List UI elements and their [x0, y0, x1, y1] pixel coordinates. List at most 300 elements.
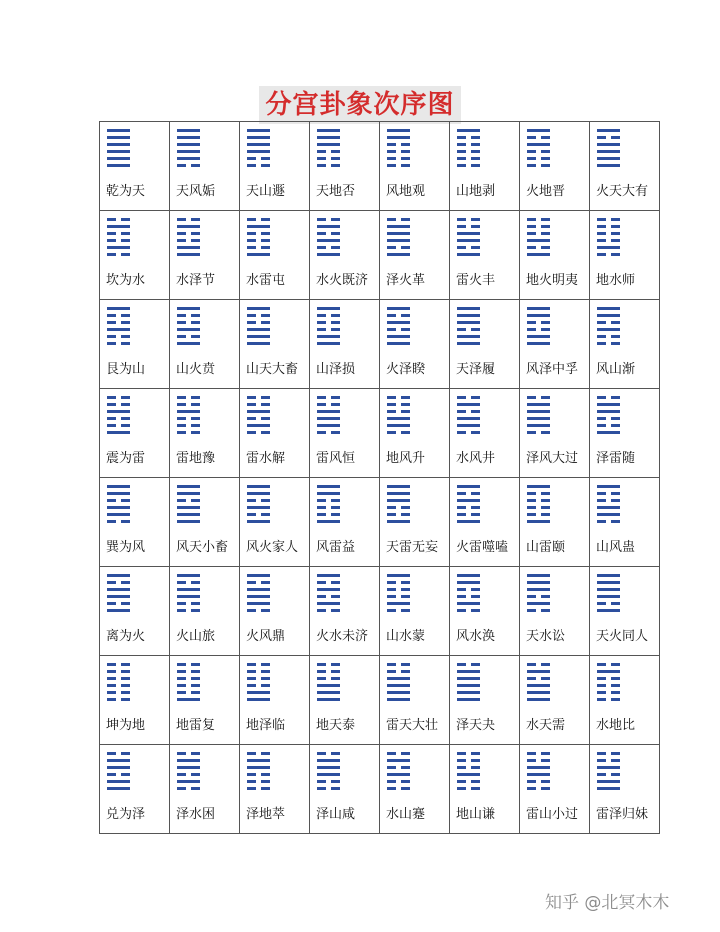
yang-line	[527, 424, 550, 427]
yin-line	[317, 403, 340, 406]
yin-line	[387, 143, 410, 146]
hexagram-symbol	[387, 307, 410, 345]
hexagram-cell	[170, 745, 240, 834]
yang-line	[107, 328, 130, 331]
hexagram-name: 泽雷随	[596, 451, 636, 466]
hexagram-symbol	[387, 485, 410, 523]
hexagram-name: 艮为山	[106, 362, 146, 377]
hexagram-name: 火风鼎	[246, 629, 286, 644]
yin-line	[247, 581, 270, 584]
yin-line	[107, 218, 130, 221]
hexagram-name: 泽火革	[386, 273, 426, 288]
hexagram-cell	[100, 122, 170, 211]
yin-line	[527, 787, 550, 790]
yin-line	[247, 417, 270, 420]
yang-line	[177, 780, 200, 783]
yin-line	[247, 157, 270, 160]
hexagram-table	[99, 121, 660, 834]
hexagram-symbol	[597, 752, 620, 790]
hexagram-cell	[590, 211, 660, 300]
yin-line	[527, 218, 550, 221]
yang-line	[317, 588, 340, 591]
hexagram-cell	[100, 211, 170, 300]
hexagram-symbol	[597, 485, 620, 523]
yang-line	[247, 485, 270, 488]
yang-line	[317, 773, 340, 776]
yin-line	[317, 232, 340, 235]
yin-line	[597, 492, 620, 495]
hexagram-name: 泽天夬	[456, 718, 496, 733]
hexagram-symbol	[457, 574, 480, 612]
hexagram-cell	[520, 122, 590, 211]
yang-line	[107, 136, 130, 139]
yin-line	[177, 684, 200, 687]
yang-line	[177, 225, 200, 228]
yang-line	[107, 485, 130, 488]
yin-line	[107, 239, 130, 242]
hexagram-symbol	[457, 307, 480, 345]
yin-line	[317, 663, 340, 666]
hexagram-cell	[240, 389, 310, 478]
yang-line	[107, 431, 130, 434]
hexagram-name: 火水未济	[316, 629, 369, 644]
yang-line	[107, 588, 130, 591]
hexagram-symbol	[597, 129, 620, 167]
yin-line	[527, 431, 550, 434]
yang-line	[387, 773, 410, 776]
yin-line	[107, 663, 130, 666]
yang-line	[387, 321, 410, 324]
yin-line	[527, 506, 550, 509]
hexagram-name: 水天需	[526, 718, 566, 733]
hexagram-cell	[170, 211, 240, 300]
yin-line	[387, 157, 410, 160]
yin-line	[317, 314, 340, 317]
yang-line	[247, 335, 270, 338]
yang-line	[177, 129, 200, 132]
yin-line	[247, 780, 270, 783]
yang-line	[177, 485, 200, 488]
yin-line	[527, 663, 550, 666]
hexagram-cell	[310, 211, 380, 300]
hexagram-symbol	[317, 129, 340, 167]
hexagram-name: 离为火	[106, 629, 146, 644]
hexagram-symbol	[387, 752, 410, 790]
hexagram-symbol	[247, 752, 270, 790]
yin-line	[177, 396, 200, 399]
yin-line	[107, 520, 130, 523]
yang-line	[457, 321, 480, 324]
yang-line	[387, 225, 410, 228]
yin-line	[107, 677, 130, 680]
hexagram-symbol	[107, 663, 130, 701]
yang-line	[527, 335, 550, 338]
yang-line	[317, 759, 340, 762]
hexagram-symbol	[457, 396, 480, 434]
yin-line	[247, 513, 270, 516]
yin-line	[317, 396, 340, 399]
yin-line	[527, 157, 550, 160]
yang-line	[317, 574, 340, 577]
yin-line	[177, 663, 200, 666]
hexagram-symbol	[527, 485, 550, 523]
yin-line	[597, 677, 620, 680]
yang-line	[597, 595, 620, 598]
yin-line	[107, 670, 130, 673]
hexagram-name: 雷地豫	[176, 451, 216, 466]
hexagram-cell	[380, 300, 450, 389]
hexagram-cell	[520, 656, 590, 745]
yang-line	[597, 307, 620, 310]
hexagram-name: 风水涣	[456, 629, 496, 644]
title-container	[0, 86, 720, 124]
yin-line	[317, 328, 340, 331]
yin-line	[107, 403, 130, 406]
hexagram-name: 山天大畜	[246, 362, 299, 377]
yin-line	[177, 164, 200, 167]
yin-line	[597, 424, 620, 427]
yang-line	[457, 129, 480, 132]
yin-line	[177, 581, 200, 584]
yang-line	[317, 307, 340, 310]
hexagram-symbol	[247, 396, 270, 434]
yang-line	[247, 766, 270, 769]
yang-line	[457, 485, 480, 488]
hexagram-symbol	[597, 396, 620, 434]
hexagram-symbol	[177, 307, 200, 345]
yin-line	[387, 410, 410, 413]
yang-line	[177, 759, 200, 762]
yin-line	[457, 218, 480, 221]
yin-line	[387, 506, 410, 509]
hexagram-name: 水地比	[596, 718, 636, 733]
yin-line	[597, 499, 620, 502]
hexagram-name: 火雷噬嗑	[456, 540, 509, 555]
hexagram-symbol	[387, 218, 410, 256]
hexagram-cell	[590, 745, 660, 834]
hexagram-symbol	[107, 307, 130, 345]
yang-line	[597, 246, 620, 249]
yin-line	[457, 766, 480, 769]
yin-line	[457, 752, 480, 755]
hexagram-cell	[380, 122, 450, 211]
table-row	[100, 745, 660, 834]
hexagram-symbol	[247, 129, 270, 167]
hexagram-cell	[170, 567, 240, 656]
yang-line	[107, 506, 130, 509]
hexagram-symbol	[457, 218, 480, 256]
yin-line	[247, 396, 270, 399]
yang-line	[107, 246, 130, 249]
yin-line	[527, 232, 550, 235]
yin-line	[387, 752, 410, 755]
yin-line	[597, 335, 620, 338]
hexagram-name: 地天泰	[316, 718, 356, 733]
yang-line	[107, 574, 130, 577]
yang-line	[317, 342, 340, 345]
hexagram-name: 坎为水	[106, 273, 146, 288]
yin-line	[107, 232, 130, 235]
yang-line	[457, 335, 480, 338]
hexagram-name: 巽为风	[106, 540, 146, 555]
hexagram-cell	[450, 656, 520, 745]
yang-line	[177, 157, 200, 160]
hexagram-cell	[590, 122, 660, 211]
hexagram-cell	[520, 745, 590, 834]
yang-line	[317, 684, 340, 687]
yin-line	[387, 787, 410, 790]
yang-line	[527, 684, 550, 687]
yin-line	[317, 218, 340, 221]
hexagram-cell	[590, 656, 660, 745]
yang-line	[247, 143, 270, 146]
yin-line	[247, 787, 270, 790]
hexagram-name: 天泽履	[456, 362, 496, 377]
yang-line	[387, 424, 410, 427]
yin-line	[597, 684, 620, 687]
hexagram-name: 山风蛊	[596, 540, 636, 555]
yin-line	[247, 499, 270, 502]
yang-line	[317, 520, 340, 523]
hexagram-symbol	[527, 307, 550, 345]
hexagram-symbol	[107, 129, 130, 167]
hexagram-name: 火天大有	[596, 184, 649, 199]
yin-line	[177, 232, 200, 235]
yin-line	[527, 513, 550, 516]
hexagram-symbol	[177, 129, 200, 167]
hexagram-cell	[240, 656, 310, 745]
hexagram-name: 天火同人	[596, 629, 649, 644]
hexagram-name: 震为雷	[106, 451, 146, 466]
yin-line	[317, 670, 340, 673]
yin-line	[387, 218, 410, 221]
hexagram-symbol	[107, 752, 130, 790]
yang-line	[597, 328, 620, 331]
hexagram-cell	[450, 745, 520, 834]
yin-line	[457, 492, 480, 495]
yang-line	[247, 574, 270, 577]
hexagram-cell	[310, 745, 380, 834]
yang-line	[527, 410, 550, 413]
yang-line	[597, 581, 620, 584]
yin-line	[107, 314, 130, 317]
hexagram-cell	[100, 745, 170, 834]
yin-line	[107, 684, 130, 687]
hexagram-name: 山水蒙	[386, 629, 426, 644]
hexagram-cell	[590, 567, 660, 656]
yin-line	[387, 403, 410, 406]
hexagram-name: 火地晋	[526, 184, 566, 199]
yin-line	[527, 164, 550, 167]
yin-line	[457, 588, 480, 591]
yang-line	[317, 136, 340, 139]
yin-line	[177, 670, 200, 673]
yin-line	[527, 396, 550, 399]
yin-line	[107, 342, 130, 345]
yang-line	[597, 314, 620, 317]
yin-line	[457, 787, 480, 790]
yang-line	[107, 129, 130, 132]
yin-line	[597, 417, 620, 420]
yang-line	[107, 766, 130, 769]
yang-line	[457, 417, 480, 420]
hexagram-cell	[380, 745, 450, 834]
hexagram-name: 坤为地	[106, 718, 146, 733]
hexagram-cell	[450, 300, 520, 389]
yang-line	[107, 307, 130, 310]
hexagram-name: 山火贲	[176, 362, 216, 377]
yin-line	[387, 780, 410, 783]
hexagram-symbol	[457, 129, 480, 167]
yang-line	[457, 691, 480, 694]
yin-line	[527, 609, 550, 612]
yang-line	[247, 588, 270, 591]
yin-line	[387, 766, 410, 769]
yang-line	[387, 684, 410, 687]
hexagram-symbol	[457, 663, 480, 701]
yang-line	[387, 677, 410, 680]
yin-line	[597, 396, 620, 399]
yin-line	[387, 246, 410, 249]
hexagram-cell	[590, 300, 660, 389]
hexagram-symbol	[597, 307, 620, 345]
yang-line	[597, 574, 620, 577]
yin-line	[597, 759, 620, 762]
yang-line	[457, 581, 480, 584]
hexagram-symbol	[247, 574, 270, 612]
yang-line	[317, 698, 340, 701]
yang-line	[317, 691, 340, 694]
yin-line	[107, 499, 130, 502]
yang-line	[597, 150, 620, 153]
yang-line	[597, 157, 620, 160]
yin-line	[247, 752, 270, 755]
yang-line	[597, 766, 620, 769]
yang-line	[457, 698, 480, 701]
hexagram-cell	[520, 567, 590, 656]
hexagram-symbol	[387, 129, 410, 167]
yang-line	[317, 253, 340, 256]
yin-line	[107, 773, 130, 776]
yang-line	[387, 335, 410, 338]
yang-line	[107, 143, 130, 146]
hexagram-symbol	[317, 307, 340, 345]
yin-line	[177, 602, 200, 605]
yang-line	[177, 506, 200, 509]
hexagram-cell	[240, 122, 310, 211]
yin-line	[457, 246, 480, 249]
hexagram-symbol	[317, 218, 340, 256]
hexagram-name: 风地观	[386, 184, 426, 199]
hexagram-symbol	[527, 129, 550, 167]
yang-line	[247, 225, 270, 228]
yin-line	[317, 609, 340, 612]
hexagram-cell	[240, 567, 310, 656]
yin-line	[597, 698, 620, 701]
yang-line	[457, 403, 480, 406]
hexagram-symbol	[317, 485, 340, 523]
yin-line	[457, 136, 480, 139]
yin-line	[247, 677, 270, 680]
yang-line	[597, 506, 620, 509]
hexagram-name: 地雷复	[176, 718, 216, 733]
hexagram-name: 地火明夷	[526, 273, 579, 288]
hexagram-symbol	[107, 574, 130, 612]
yin-line	[387, 588, 410, 591]
hexagram-symbol	[317, 663, 340, 701]
yang-line	[457, 773, 480, 776]
yin-line	[107, 253, 130, 256]
yang-line	[247, 253, 270, 256]
yang-line	[457, 253, 480, 256]
hexagram-name: 雷风恒	[316, 451, 356, 466]
yang-line	[177, 143, 200, 146]
yang-line	[527, 307, 550, 310]
hexagram-name: 泽水困	[176, 807, 216, 822]
hexagram-name: 天水讼	[526, 629, 566, 644]
yang-line	[457, 684, 480, 687]
yang-line	[387, 698, 410, 701]
yang-line	[387, 239, 410, 242]
yang-line	[247, 136, 270, 139]
yang-line	[527, 766, 550, 769]
yang-line	[387, 232, 410, 235]
yin-line	[387, 609, 410, 612]
yang-line	[457, 499, 480, 502]
yang-line	[107, 780, 130, 783]
yang-line	[317, 492, 340, 495]
yang-line	[317, 424, 340, 427]
yang-line	[597, 780, 620, 783]
yang-line	[107, 492, 130, 495]
yang-line	[527, 143, 550, 146]
yin-line	[597, 321, 620, 324]
hexagram-cell	[100, 656, 170, 745]
yang-line	[527, 602, 550, 605]
yang-line	[177, 698, 200, 701]
yin-line	[247, 773, 270, 776]
yang-line	[597, 670, 620, 673]
yin-line	[317, 513, 340, 516]
yin-line	[597, 520, 620, 523]
yang-line	[597, 129, 620, 132]
yin-line	[317, 595, 340, 598]
yang-line	[317, 417, 340, 420]
yang-line	[317, 335, 340, 338]
table-row	[100, 211, 660, 300]
yin-line	[527, 677, 550, 680]
table-row	[100, 567, 660, 656]
yin-line	[387, 314, 410, 317]
hexagram-cell	[450, 122, 520, 211]
hexagram-symbol	[177, 396, 200, 434]
hexagram-cell	[450, 567, 520, 656]
yin-line	[107, 752, 130, 755]
hexagram-cell	[100, 300, 170, 389]
yang-line	[597, 143, 620, 146]
hexagram-cell	[520, 300, 590, 389]
hexagram-name: 天地否	[316, 184, 356, 199]
yang-line	[317, 239, 340, 242]
yang-line	[387, 307, 410, 310]
yin-line	[317, 787, 340, 790]
yin-line	[527, 752, 550, 755]
yin-line	[177, 752, 200, 755]
hexagram-cell	[240, 211, 310, 300]
yang-line	[247, 595, 270, 598]
yang-line	[597, 609, 620, 612]
yin-line	[177, 773, 200, 776]
